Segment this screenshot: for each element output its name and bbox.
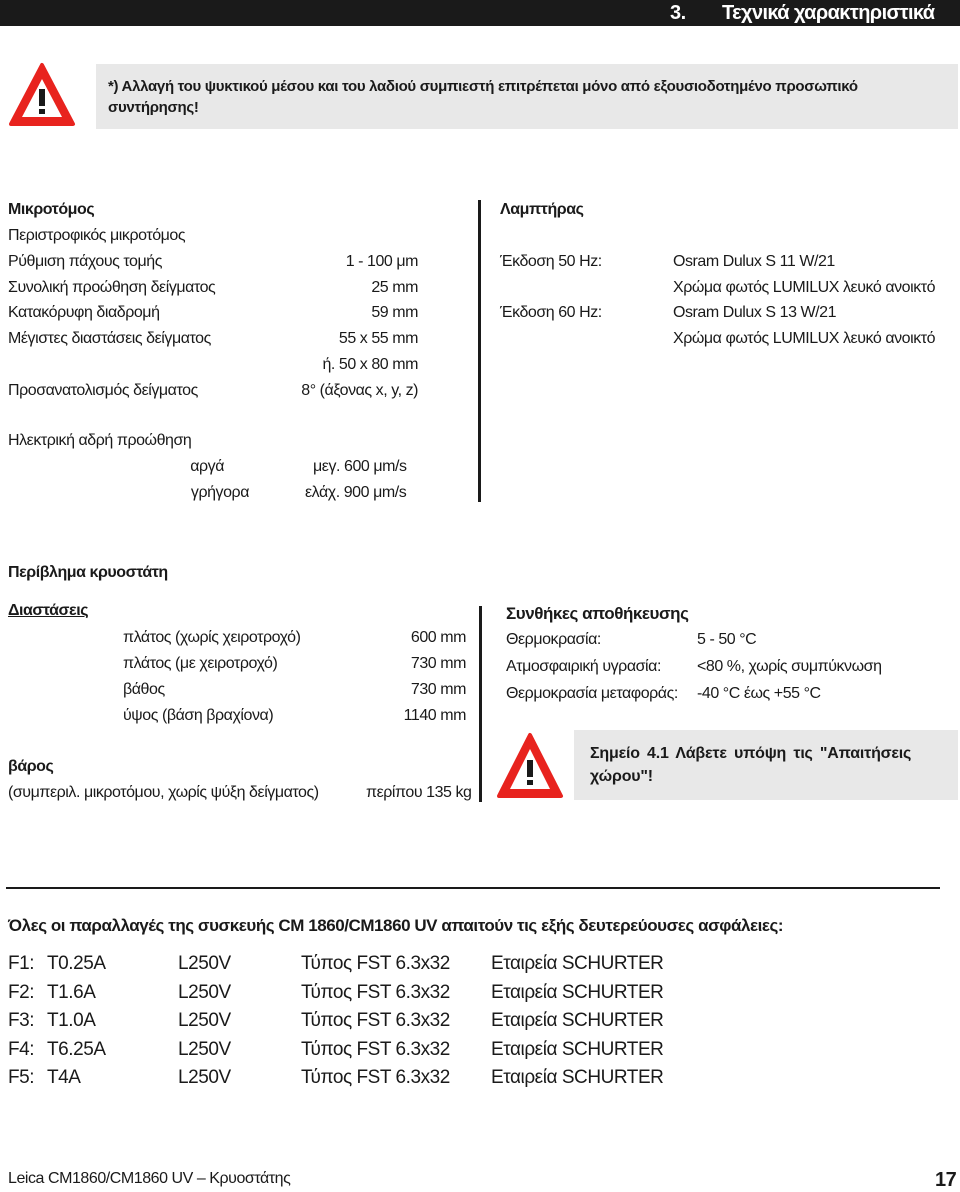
fuse-type: Τύπος FST 6.3x32	[301, 1067, 450, 1088]
fuse-maker: Εταιρεία SCHURTER	[491, 953, 664, 974]
section-number: 3.	[670, 2, 686, 24]
fuse-maker: Εταιρεία SCHURTER	[491, 1067, 664, 1088]
page-number: 17	[935, 1169, 957, 1191]
fuse-id: F4:	[8, 1039, 35, 1060]
storage-label: Θερμοκρασία μεταφοράς:	[506, 685, 678, 702]
spec-value: 8° (άξονας x, y, z)	[301, 382, 418, 399]
lamp-50hz-color: Χρώμα φωτός LUMILUX λευκό ανοικτό	[673, 279, 936, 296]
coarse-feed-fast-label: γρήγορα	[190, 484, 249, 501]
column-divider	[479, 606, 482, 802]
fuse-rating: T4A	[47, 1067, 81, 1088]
fuses-heading: Όλες οι παραλλαγές της συσκευής CM 1860/CM1860 UV απαιτούν τις εξής δευτερεύουσες ασφάλειες:	[8, 916, 784, 935]
warning-triangle-icon	[8, 62, 76, 128]
fuse-rating: T6.25A	[47, 1039, 106, 1060]
fuse-maker: Εταιρεία SCHURTER	[491, 1039, 664, 1060]
lamp-60hz-value: Osram Dulux S 13 W/21	[673, 304, 837, 321]
coarse-feed-slow-value: μεγ. 600 μm/s	[313, 458, 407, 475]
fuse-id: F2:	[8, 982, 35, 1003]
warning-text: *) Αλλαγή του ψυκτικού μέσου και του λαδιού συμπιεστή επιτρέπεται μόνο από εξουσιοδοτημένο προσωπικό συντήρησης!	[108, 78, 858, 116]
fuse-type: Τύπος FST 6.3x32	[301, 982, 450, 1003]
spec-value: 55 x 55 mm	[338, 330, 418, 347]
coarse-feed-slow-label: αργά	[190, 458, 224, 475]
fuse-id: F5:	[8, 1067, 35, 1088]
spec-label: Συνολική προώθηση δείγματος	[8, 279, 216, 296]
storage-label: Ατμοσφαιρική υγρασία:	[506, 658, 661, 675]
horizontal-divider	[6, 887, 940, 889]
storage-value: -40 °C έως +55 °C	[697, 685, 821, 702]
warning-triangle-icon	[496, 732, 564, 800]
dimension-label: πλάτος (με χειροτροχό)	[123, 655, 278, 672]
note-text: Σημείο 4.1 Λάβετε υπόψη τις "Απαιτήσεις χώρου"!	[590, 745, 912, 785]
coarse-feed-heading: Ηλεκτρική αδρή προώθηση	[8, 432, 192, 449]
lamp-50hz-label: Έκδοση 50 Hz:	[500, 253, 602, 270]
storage-heading: Συνθήκες αποθήκευσης	[506, 604, 689, 623]
fuse-voltage: L250V	[178, 982, 231, 1003]
fuse-type: Τύπος FST 6.3x32	[301, 1010, 450, 1031]
spec-label: Κατακόρυφη διαδρομή	[8, 304, 160, 321]
fuse-id: F3:	[8, 1010, 35, 1031]
dimension-value: 730 mm	[410, 681, 466, 698]
weight-value: περίπου 135 kg	[366, 784, 472, 801]
fuse-voltage: L250V	[178, 1067, 231, 1088]
lamp-60hz-color: Χρώμα φωτός LUMILUX λευκό ανοικτό	[673, 330, 936, 347]
fuse-maker: Εταιρεία SCHURTER	[491, 982, 664, 1003]
fuse-rating: T1.0A	[47, 1010, 96, 1031]
spec-label: Μέγιστες διαστάσεις δείγματος	[8, 330, 211, 347]
spec-value: 59 mm	[371, 304, 418, 321]
fuse-type: Τύπος FST 6.3x32	[301, 953, 450, 974]
fuse-voltage: L250V	[178, 1039, 231, 1060]
dimension-value: 600 mm	[410, 629, 466, 646]
spec-value: 1 - 100 μm	[345, 253, 418, 270]
fuse-rating: T0.25A	[47, 953, 106, 974]
lamp-60hz-label: Έκδοση 60 Hz:	[500, 304, 602, 321]
coarse-feed-fast-value: ελάχ. 900 μm/s	[305, 484, 407, 501]
weight-label: (συμπεριλ. μικροτόμου, χωρίς ψύξη δείγματος)	[8, 784, 319, 801]
lamp-50hz-value: Osram Dulux S 11 W/21	[673, 253, 835, 270]
fuse-voltage: L250V	[178, 1010, 231, 1031]
dimension-value: 730 mm	[410, 655, 466, 672]
lamp-heading: Λαμπτήρας	[500, 201, 584, 218]
storage-label: Θερμοκρασία:	[506, 631, 601, 648]
dimension-label: ύψος (βάση βραχίονα)	[123, 707, 274, 724]
fuse-rating: T1.6A	[47, 982, 96, 1003]
weight-heading: βάρος	[8, 758, 54, 775]
storage-value: 5 - 50 °C	[697, 631, 757, 648]
spec-label: Ρύθμιση πάχους τομής	[8, 253, 162, 270]
dimension-label: βάθος	[123, 681, 165, 698]
footer-text: Leica CM1860/CM1860 UV – Κρυοστάτης	[8, 1170, 291, 1187]
spec-label: Προσανατολισμός δείγματος	[8, 382, 198, 399]
spec-value: 25 mm	[371, 279, 418, 296]
dimension-label: πλάτος (χωρίς χειροτροχό)	[123, 629, 301, 646]
housing-heading: Περίβλημα κρυοστάτη	[8, 564, 168, 581]
spec-value: ή. 50 x 80 mm	[322, 356, 418, 373]
column-divider	[478, 200, 481, 502]
fuse-maker: Εταιρεία SCHURTER	[491, 1010, 664, 1031]
dimension-value: 1140 mm	[403, 707, 466, 724]
section-title: Τεχνικά χαρακτηριστικά	[722, 2, 935, 24]
fuse-type: Τύπος FST 6.3x32	[301, 1039, 450, 1060]
dimensions-heading: Διαστάσεις	[8, 602, 89, 619]
storage-value: <80 %, χωρίς συμπύκνωση	[697, 658, 882, 675]
fuse-voltage: L250V	[178, 953, 231, 974]
section-header	[0, 0, 960, 26]
fuse-id: F1:	[8, 953, 35, 974]
microtome-heading: Μικροτόμος	[8, 201, 95, 218]
microtome-type: Περιστροφικός μικροτόμος	[8, 227, 186, 244]
